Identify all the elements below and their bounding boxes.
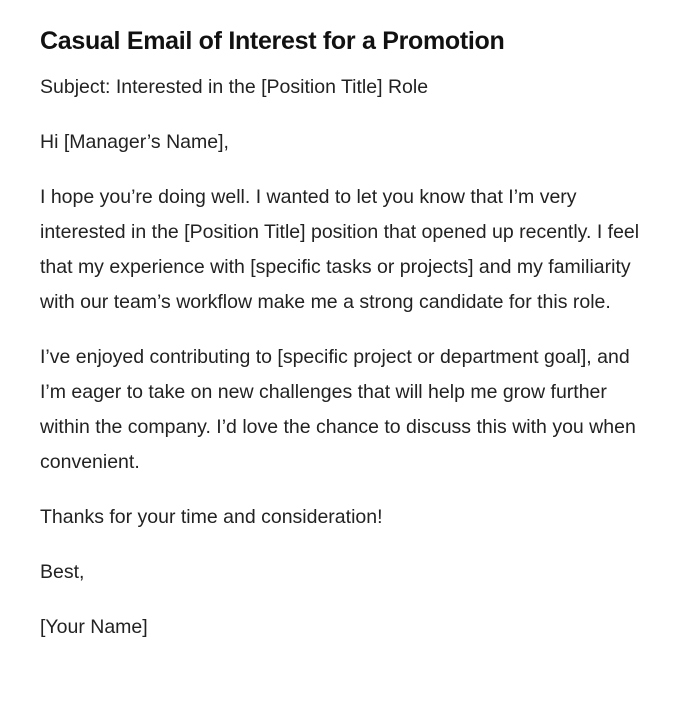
email-greeting: Hi [Manager’s Name], — [40, 131, 229, 153]
email-paragraph-2: I’ve enjoyed contributing to [specific project or department goal], and I’m eager to take on new challenges that will help me grow further within the company. I’d love the chance to discuss this with you when convenient. — [40, 346, 636, 473]
email-signature: [Your Name] — [40, 616, 148, 638]
document-page — [40, 26, 650, 665]
document-title: Casual Email of Interest for a Promotion — [40, 27, 505, 55]
email-closing: Best, — [40, 561, 85, 583]
email-thanks: Thanks for your time and consideration! — [40, 506, 383, 528]
email-subject: Subject: Interested in the [Position Title] Role — [40, 76, 429, 98]
email-paragraph-1: I hope you’re doing well. I wanted to let you know that I’m very interested in the [Position Title] position that opened up recently. I feel that my experience with [specific tasks or projects] and my familiarity with our team’s workflow make me a strong candidate for this role. — [40, 186, 640, 313]
